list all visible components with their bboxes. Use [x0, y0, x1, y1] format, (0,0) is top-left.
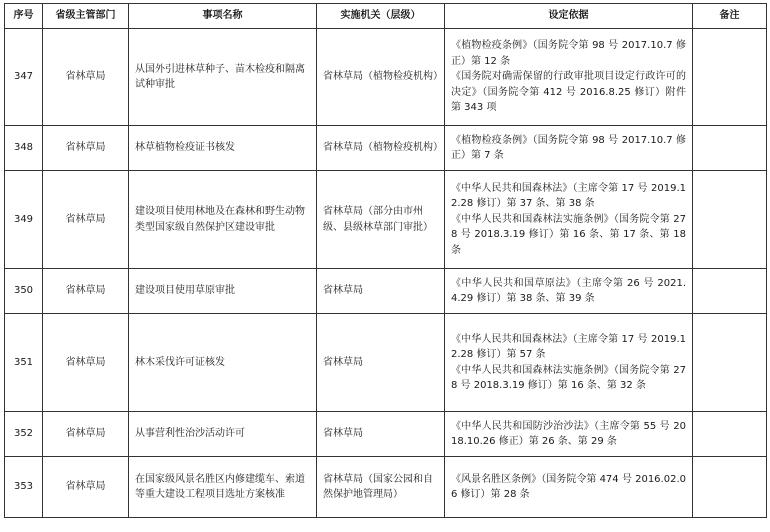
agency-cell: 省林草局（国家公园和自然保护地管理局）: [317, 457, 445, 518]
table-row: [5, 314, 767, 412]
table-row: [5, 457, 767, 518]
basis-entry: 《中华人民共和国森林法实施条例》（国务院令第 278 号 2018.3.19 修订）第 16 条、第 17 条、第 18 条: [451, 213, 686, 256]
header-serial-no: 序号: [5, 4, 43, 29]
basis-cell: [445, 457, 693, 518]
basis-entry: 《植物检疫条例》（国务院令第 98 号 2017.10.7 修正）第 12 条: [451, 40, 686, 67]
item-name-cell: 建设项目使用林地及在森林和野生动物类型国家级自然保护区建设审批: [129, 171, 317, 269]
serial-no-cell: 349: [5, 171, 43, 269]
dept-cell: 省林草局: [43, 457, 129, 518]
remarks-cell: [693, 457, 767, 518]
dept-cell: 省林草局: [43, 29, 129, 126]
document-page: [4, 3, 766, 518]
serial-no-cell: 347: [5, 29, 43, 126]
serial-no-cell: 350: [5, 269, 43, 314]
dept-cell: 省林草局: [43, 314, 129, 412]
basis-cell: [445, 126, 693, 171]
item-name-cell: 建设项目使用草原审批: [129, 269, 317, 314]
basis-entry: 《国务院对确需保留的行政审批项目设定行政许可的决定》（国务院令第 412 号 2016.8.25 修订）附件第 343 项: [451, 71, 686, 114]
table-header-row: [5, 4, 767, 29]
basis-cell: [445, 269, 693, 314]
item-name-cell: 在国家级风景名胜区内修建缆车、索道等重大建设工程项目选址方案核准: [129, 457, 317, 518]
item-name-cell: 从事营利性治沙活动许可: [129, 412, 317, 457]
basis-entry: 《中华人民共和国草原法》（主席令第 26 号 2021.4.29 修订）第 38 条、第 39 条: [451, 277, 686, 304]
agency-cell: 省林草局（植物检疫机构）: [317, 126, 445, 171]
basis-entry: 《中华人民共和国森林法》（主席令第 17 号 2019.12.28 修订）第 37 条、第 38 条: [451, 182, 686, 210]
basis-entry: 《中华人民共和国防沙治沙法》（主席令第 55 号 2018.10.26 修正）第 26 条、第 29 条: [451, 420, 686, 447]
serial-no-cell: 351: [5, 314, 43, 412]
basis-entry: 《植物检疫条例》（国务院令第 98 号 2017.10.7 修正）第 7 条: [451, 134, 686, 161]
remarks-cell: [693, 171, 767, 269]
basis-entry: 《风景名胜区条例》（国务院令第 474 号 2016.02.06 修订）第 28 条: [451, 473, 686, 500]
basis-cell: [445, 314, 693, 412]
basis-entry: 《中华人民共和国森林法》（主席令第 17 号 2019.12.28 修订）第 57 条: [451, 333, 686, 360]
basis-cell: [445, 29, 693, 126]
serial-no-cell: 352: [5, 412, 43, 457]
header-item-name: 事项名称: [129, 4, 317, 29]
remarks-cell: [693, 29, 767, 126]
dept-cell: 省林草局: [43, 171, 129, 269]
table-row: [5, 126, 767, 171]
table-row: [5, 269, 767, 314]
basis-cell: [445, 412, 693, 457]
remarks-cell: [693, 412, 767, 457]
header-provincial-dept: 省级主管部门: [43, 4, 129, 29]
table-row: [5, 29, 767, 126]
table-row: [5, 171, 767, 269]
header-remarks: 备注: [693, 4, 767, 29]
remarks-cell: [693, 314, 767, 412]
item-name-cell: 林木采伐许可证核发: [129, 314, 317, 412]
dept-cell: 省林草局: [43, 269, 129, 314]
header-legal-basis: 设定依据: [445, 4, 693, 29]
header-implementing-agency: 实施机关（层级）: [317, 4, 445, 29]
agency-cell: 省林草局（植物检疫机构）: [317, 29, 445, 126]
basis-cell: [445, 171, 693, 269]
agency-cell: 省林草局: [317, 269, 445, 314]
serial-no-cell: 353: [5, 457, 43, 518]
table-row: [5, 412, 767, 457]
item-name-cell: 从国外引进林草种子、苗木检疫和隔离试种审批: [129, 29, 317, 126]
agency-cell: 省林草局: [317, 412, 445, 457]
dept-cell: 省林草局: [43, 126, 129, 171]
basis-entry: 《中华人民共和国森林法实施条例》（国务院令第 278 号 2018.3.19 修订）第 16 条、第 32 条: [451, 364, 686, 391]
dept-cell: 省林草局: [43, 412, 129, 457]
remarks-cell: [693, 126, 767, 171]
admin-licensing-table: [4, 3, 767, 518]
remarks-cell: [693, 269, 767, 314]
agency-cell: 省林草局（部分由市州级、县级林草部门审批）: [317, 171, 445, 269]
serial-no-cell: 348: [5, 126, 43, 171]
item-name-cell: 林草植物检疫证书核发: [129, 126, 317, 171]
agency-cell: 省林草局: [317, 314, 445, 412]
